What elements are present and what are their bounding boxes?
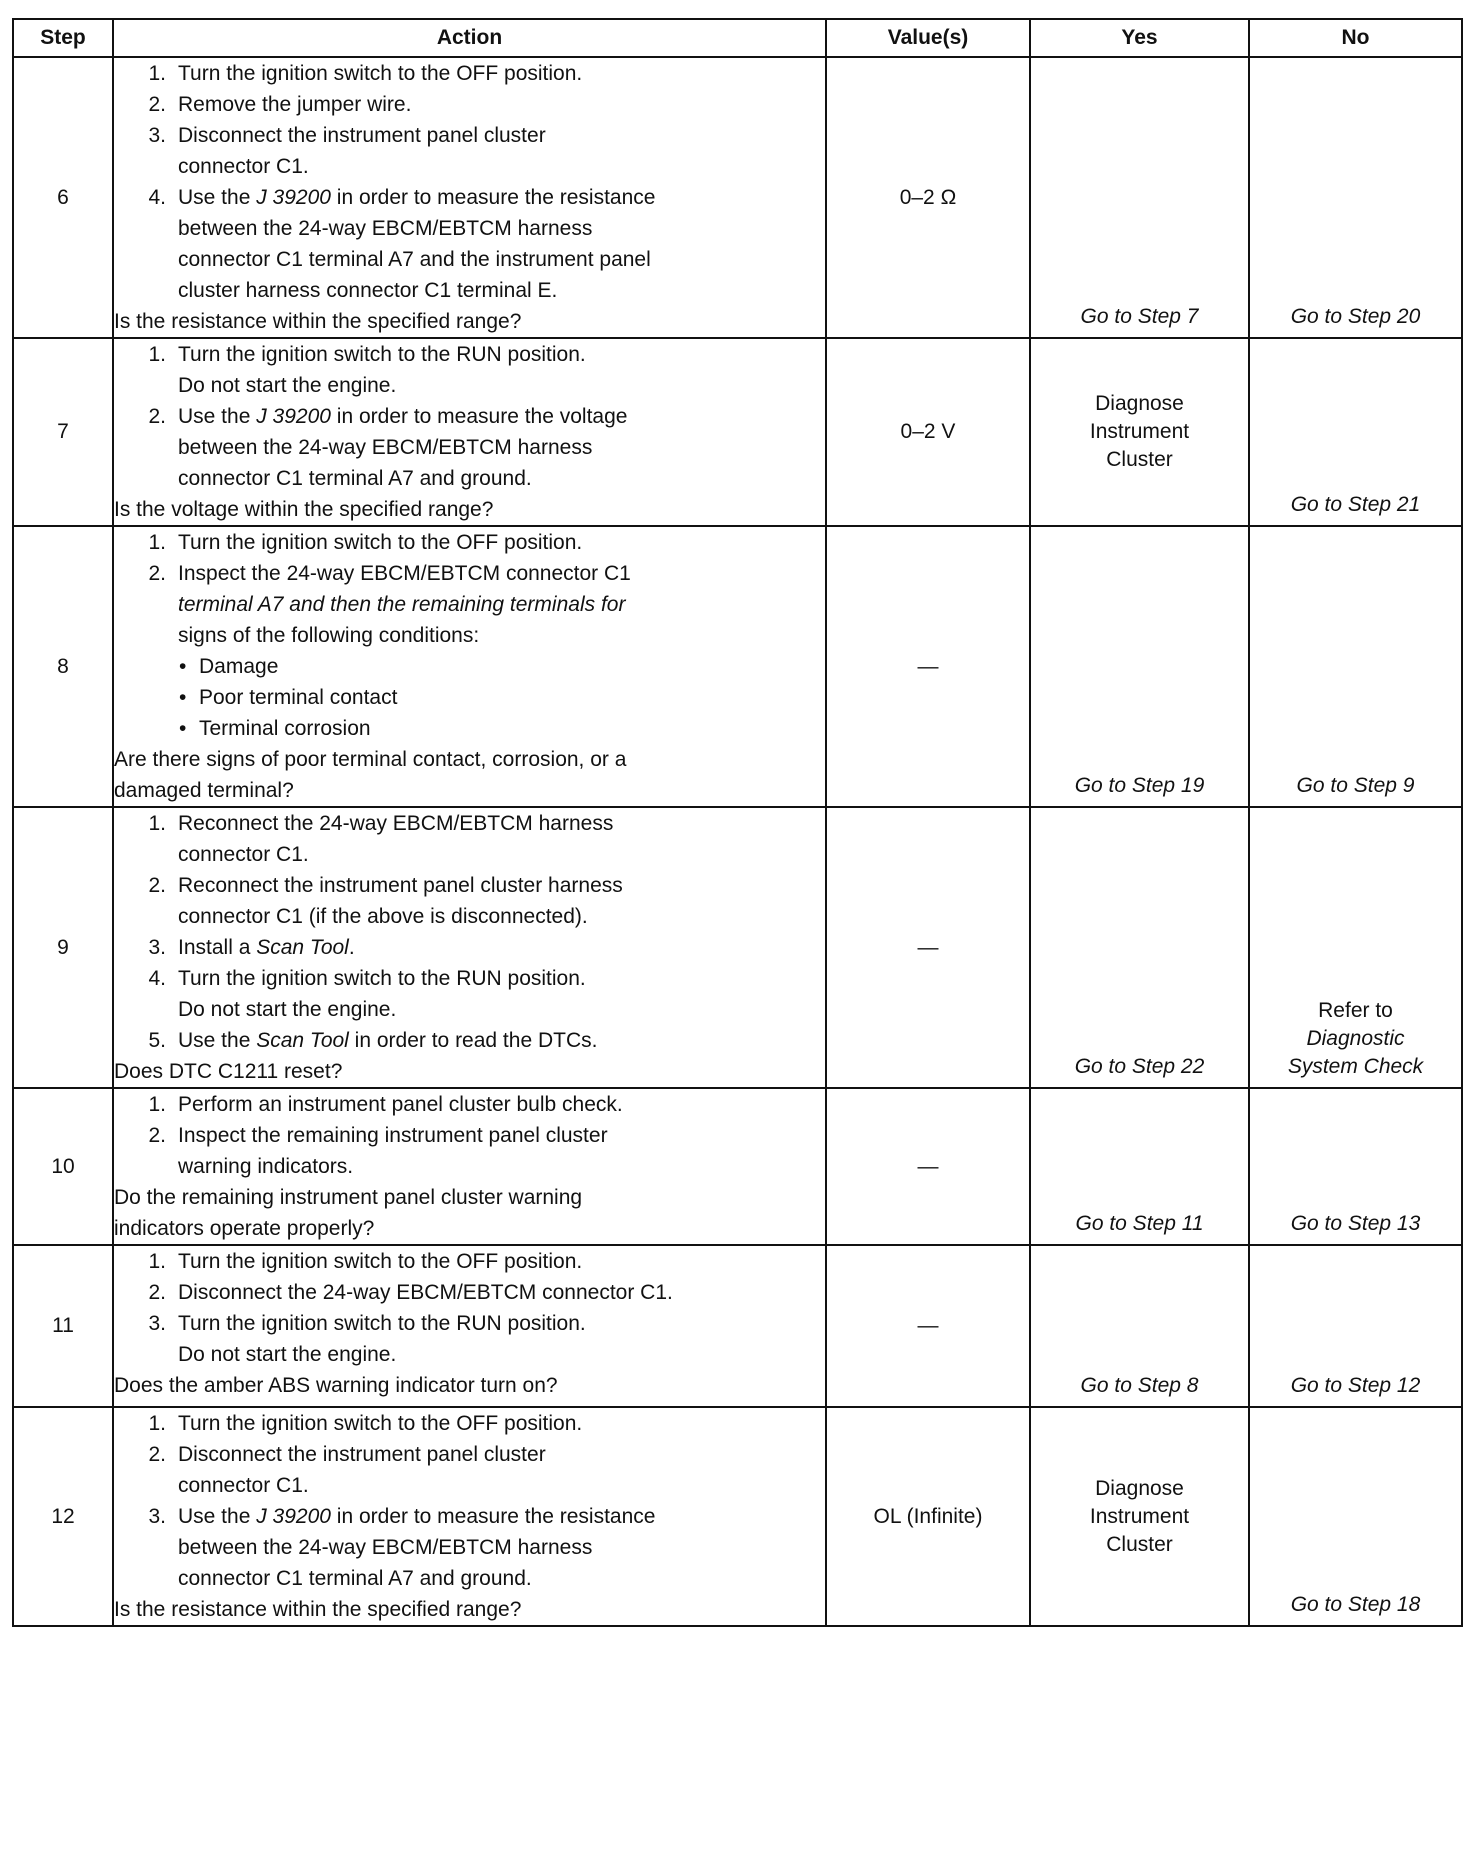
step-number: 10 [13, 1088, 113, 1245]
action-step-number: 2. [148, 562, 166, 585]
no-result [1250, 997, 1461, 1081]
bullet-text: Damage [199, 655, 279, 678]
yes-cell [1030, 526, 1249, 807]
value-cell: OL (Infinite) [826, 1407, 1030, 1626]
action-cell [113, 1407, 826, 1626]
no-result: Go to Step 20 [1290, 305, 1421, 328]
action-step-text: Turn the ignition switch to the OFF position. [178, 1250, 583, 1273]
yes-cell [1030, 338, 1249, 526]
bullet-icon: • [179, 655, 187, 678]
action-question: Is the voltage within the specified range? [114, 498, 494, 521]
action-step-text: Use the J 39200 in order to measure the resistance [178, 186, 656, 209]
yes-cell [1030, 807, 1249, 1088]
header-yes: Yes [1030, 19, 1249, 57]
action-step-line [114, 1025, 825, 1056]
table-row [13, 57, 1462, 338]
yes-cell [1030, 57, 1249, 338]
yes-result-line: Instrument [1089, 1504, 1190, 1528]
action-step-number: 2. [148, 1281, 166, 1304]
header-row [13, 19, 1462, 57]
action-step-line [114, 1246, 825, 1277]
action-step-line [114, 870, 825, 901]
no-result: Go to Step 13 [1290, 1212, 1421, 1235]
action-continuation-line: Do not start the engine. [178, 1343, 397, 1366]
yes-result: Go to Step 19 [1074, 774, 1205, 797]
action-continuation-line: between the 24-way EBCM/EBTCM harness [178, 1536, 593, 1559]
table-row [13, 807, 1462, 1088]
action-step-line [114, 1089, 825, 1120]
action-step-text: Disconnect the instrument panel cluster [178, 124, 546, 147]
action-step-text: Remove the jumper wire. [178, 93, 412, 116]
action-step-number: 2. [148, 1124, 166, 1147]
action-cell [113, 526, 826, 807]
yes-result-line: Diagnose [1095, 392, 1184, 415]
action-step-line [114, 1439, 825, 1470]
action-question: Is the resistance within the specified range? [114, 1598, 522, 1621]
action-question: Is the resistance within the specified range? [114, 310, 522, 333]
action-step-line [114, 401, 825, 432]
action-continuation-line: terminal A7 and then the remaining terminals for [178, 593, 626, 616]
action-step-text: Inspect the 24-way EBCM/EBTCM connector C1 [178, 562, 631, 585]
action-step-line [114, 1120, 825, 1151]
action-cell [113, 1245, 826, 1407]
yes-result-line: Diagnose [1095, 1476, 1184, 1500]
no-cell [1249, 1088, 1462, 1245]
action-step-line [114, 182, 825, 213]
action-cell [113, 338, 826, 526]
value-cell: — [826, 1088, 1030, 1245]
bullet-text: Poor terminal contact [199, 686, 398, 709]
table-row [13, 1407, 1462, 1626]
header-no: No [1249, 19, 1462, 57]
action-bullet-line [114, 713, 825, 744]
no-cell [1249, 338, 1462, 526]
no-result: Go to Step 9 [1296, 774, 1415, 797]
action-step-line [114, 1501, 825, 1532]
no-result: Go to Step 18 [1290, 1593, 1421, 1616]
action-step-line [114, 932, 825, 963]
header-action: Action [113, 19, 826, 57]
bullet-icon: • [179, 717, 187, 740]
action-step-number: 3. [148, 936, 166, 959]
action-continuation-line: connector C1. [178, 1474, 309, 1497]
action-step-text: Inspect the remaining instrument panel cluster [178, 1124, 608, 1147]
action-step-number: 2. [148, 93, 166, 116]
step-number: 12 [13, 1407, 113, 1626]
header-values: Value(s) [826, 19, 1030, 57]
action-step-text: Turn the ignition switch to the OFF position. [178, 1412, 583, 1435]
no-result: Go to Step 21 [1290, 493, 1421, 516]
action-question: damaged terminal? [114, 779, 294, 802]
bullet-text: Terminal corrosion [199, 717, 371, 740]
action-continuation-line: warning indicators. [178, 1155, 354, 1178]
action-step-line [114, 1277, 825, 1308]
step-number: 6 [13, 57, 113, 338]
action-step-line [114, 808, 825, 839]
action-step-number: 1. [148, 1250, 166, 1273]
yes-result [1031, 390, 1248, 474]
yes-result [1031, 1475, 1248, 1559]
yes-result-line: Instrument [1089, 420, 1190, 443]
action-continuation-line: connector C1. [178, 843, 309, 866]
action-continuation-line: Do not start the engine. [178, 374, 397, 397]
yes-result-line: Cluster [1106, 1532, 1173, 1556]
action-bullet-line [114, 682, 825, 713]
action-step-line [114, 1308, 825, 1339]
action-step-text: Turn the ignition switch to the OFF position. [178, 531, 583, 554]
action-step-number: 3. [148, 1505, 166, 1528]
no-cell [1249, 526, 1462, 807]
no-result: Go to Step 12 [1290, 1374, 1421, 1397]
action-step-number: 1. [148, 812, 166, 835]
action-step-text: Use the Scan Tool in order to read the DTCs. [178, 1029, 598, 1052]
action-step-text: Turn the ignition switch to the RUN position. [178, 1312, 586, 1335]
action-continuation-line: connector C1 terminal A7 and the instrument panel [178, 248, 651, 271]
step-number: 7 [13, 338, 113, 526]
yes-result: Go to Step 22 [1074, 1055, 1205, 1078]
header-step: Step [13, 19, 113, 57]
action-question: Does DTC C1211 reset? [114, 1060, 343, 1083]
action-question: Do the remaining instrument panel cluster warning [114, 1186, 583, 1209]
table-row [13, 526, 1462, 807]
diagnostic-table [12, 18, 1463, 1627]
yes-cell [1030, 1245, 1249, 1407]
value-cell: — [826, 526, 1030, 807]
action-step-line [114, 1408, 825, 1439]
action-step-line [114, 89, 825, 120]
action-step-number: 3. [148, 124, 166, 147]
action-cell [113, 57, 826, 338]
yes-cell [1030, 1088, 1249, 1245]
step-number: 9 [13, 807, 113, 1088]
action-step-line [114, 120, 825, 151]
yes-result: Go to Step 8 [1080, 1374, 1199, 1397]
action-continuation-line: Do not start the engine. [178, 998, 397, 1021]
action-continuation-line: signs of the following conditions: [178, 624, 480, 647]
action-question: Are there signs of poor terminal contact, corrosion, or a [114, 748, 627, 771]
yes-result: Go to Step 11 [1075, 1212, 1204, 1235]
value-cell: 0–2 Ω [826, 57, 1030, 338]
no-cell [1249, 57, 1462, 338]
action-step-number: 1. [148, 1093, 166, 1116]
action-step-text: Disconnect the instrument panel cluster [178, 1443, 546, 1466]
action-step-line [114, 558, 825, 589]
action-step-text: Use the J 39200 in order to measure the voltage [178, 405, 628, 428]
table-row [13, 1088, 1462, 1245]
action-step-line [114, 527, 825, 558]
step-number: 11 [13, 1245, 113, 1407]
action-step-text: Reconnect the 24-way EBCM/EBTCM harness [178, 812, 614, 835]
bullet-icon: • [179, 686, 187, 709]
step-number: 8 [13, 526, 113, 807]
value-cell: — [826, 807, 1030, 1088]
action-continuation-line: between the 24-way EBCM/EBTCM harness [178, 217, 593, 240]
no-cell [1249, 1407, 1462, 1626]
yes-result-line: Cluster [1106, 448, 1173, 471]
action-step-number: 5. [148, 1029, 166, 1052]
yes-cell [1030, 1407, 1249, 1626]
action-continuation-line: connector C1. [178, 155, 309, 178]
table-row [13, 338, 1462, 526]
action-step-number: 2. [148, 1443, 166, 1466]
no-result-line: Refer to [1318, 999, 1393, 1022]
action-step-number: 1. [148, 1412, 166, 1435]
yes-result: Go to Step 7 [1080, 305, 1199, 328]
no-result-line: Diagnostic [1306, 1027, 1405, 1050]
action-step-line [114, 58, 825, 89]
action-continuation-line: between the 24-way EBCM/EBTCM harness [178, 436, 593, 459]
action-continuation-line: cluster harness connector C1 terminal E. [178, 279, 558, 302]
action-step-text: Reconnect the instrument panel cluster harness [178, 874, 623, 897]
action-step-text: Perform an instrument panel cluster bulb check. [178, 1093, 623, 1116]
action-continuation-line: connector C1 (if the above is disconnected). [178, 905, 588, 928]
action-step-text: Turn the ignition switch to the RUN position. [178, 967, 586, 990]
action-step-number: 2. [148, 405, 166, 428]
value-cell: — [826, 1245, 1030, 1407]
no-cell [1249, 1245, 1462, 1407]
action-continuation-line: connector C1 terminal A7 and ground. [178, 467, 532, 490]
action-step-text: Turn the ignition switch to the OFF position. [178, 62, 583, 85]
action-step-text: Use the J 39200 in order to measure the resistance [178, 1505, 656, 1528]
action-continuation-line: connector C1 terminal A7 and ground. [178, 1567, 532, 1590]
table-row [13, 1245, 1462, 1407]
action-cell [113, 807, 826, 1088]
action-question: Does the amber ABS warning indicator turn on? [114, 1374, 558, 1397]
action-step-text: Turn the ignition switch to the RUN position. [178, 343, 586, 366]
diagnostic-table-page [12, 18, 1463, 1627]
action-step-line [114, 963, 825, 994]
no-result-line: System Check [1287, 1055, 1424, 1078]
action-step-number: 1. [148, 62, 166, 85]
action-step-number: 4. [148, 967, 166, 990]
action-step-text: Install a Scan Tool. [178, 936, 355, 959]
action-step-number: 1. [148, 343, 166, 366]
action-step-number: 1. [148, 531, 166, 554]
action-question: indicators operate properly? [114, 1217, 375, 1240]
no-cell [1249, 807, 1462, 1088]
value-cell: 0–2 V [826, 338, 1030, 526]
action-bullet-line [114, 651, 825, 682]
action-step-number: 3. [148, 1312, 166, 1335]
action-step-text: Disconnect the 24-way EBCM/EBTCM connector C1. [178, 1281, 673, 1304]
action-cell [113, 1088, 826, 1245]
action-step-number: 2. [148, 874, 166, 897]
action-step-number: 4. [148, 186, 166, 209]
action-step-line [114, 339, 825, 370]
